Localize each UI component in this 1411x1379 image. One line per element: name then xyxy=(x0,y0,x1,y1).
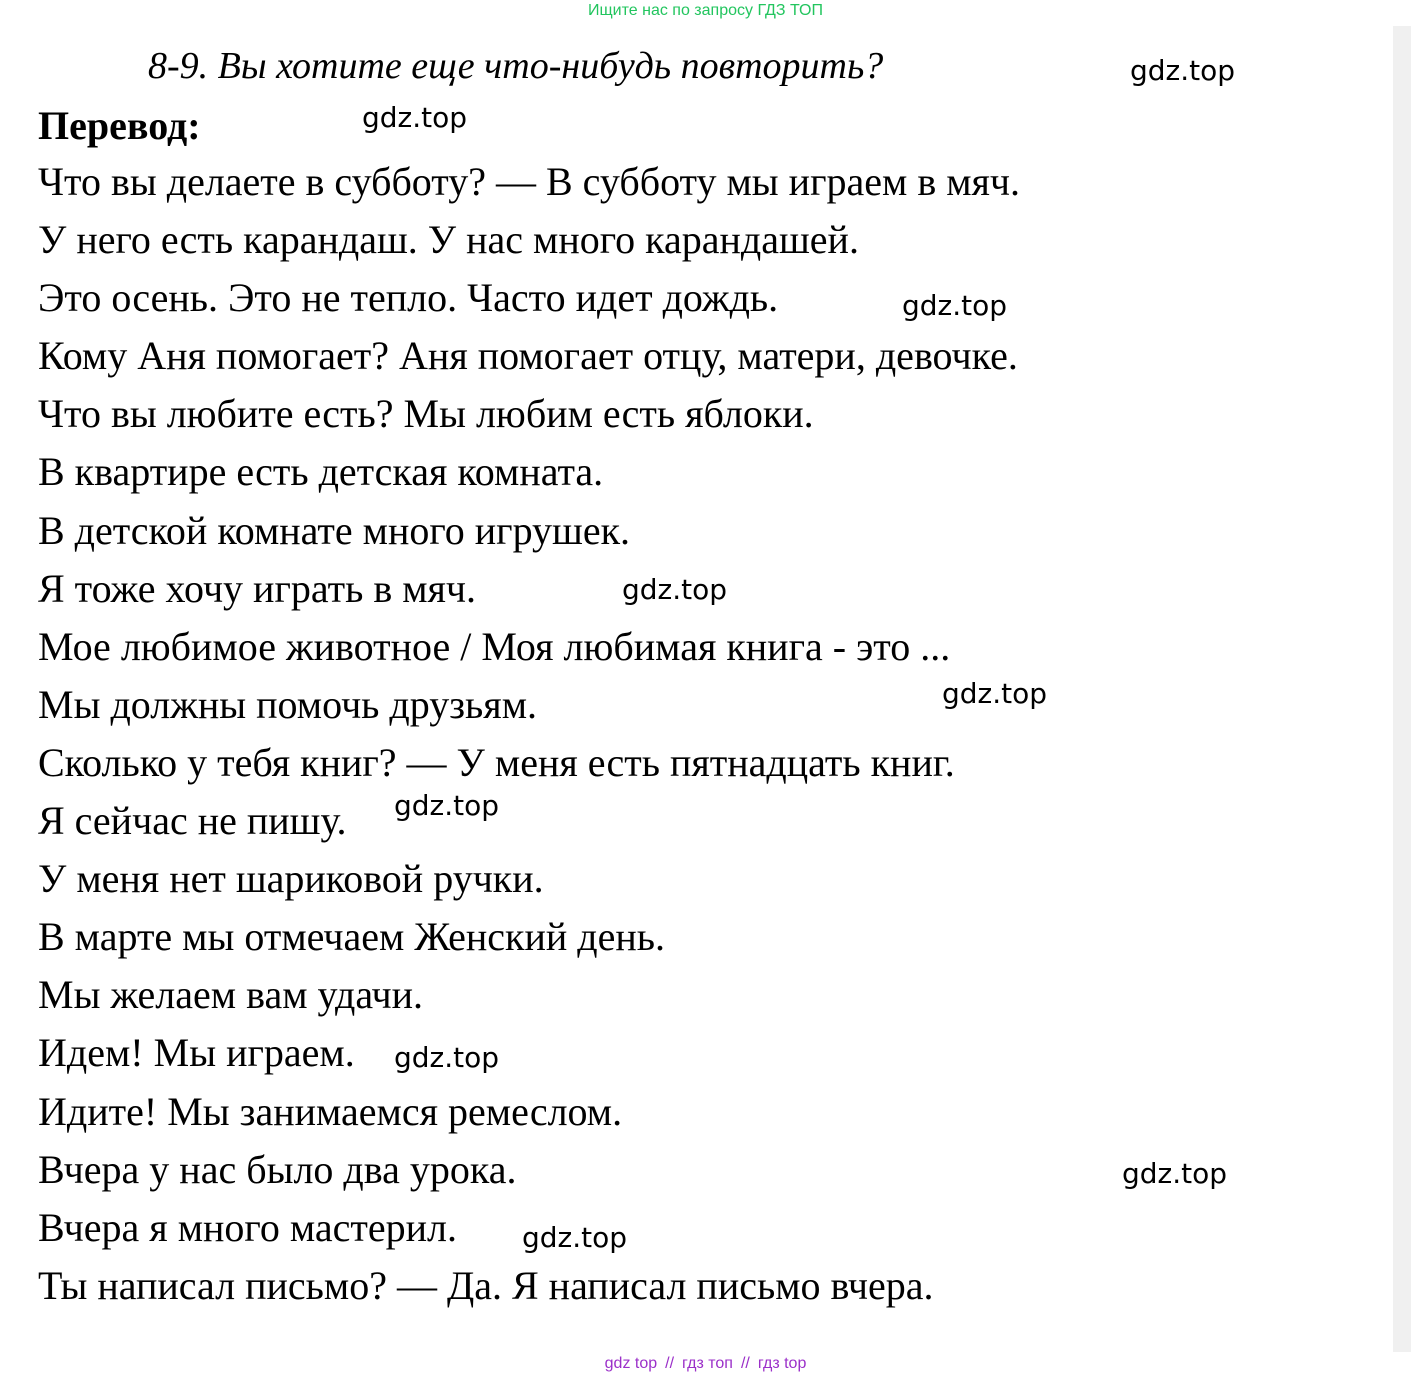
text-line: Идите! Мы занимаемся ремеслом. xyxy=(38,1088,623,1134)
footer-separator: // xyxy=(740,1355,750,1372)
text-line: Идем! Мы играем. xyxy=(38,1030,355,1076)
text-line: Я тоже хочу играть в мяч. xyxy=(38,565,477,611)
text-line: Что вы делаете в субботу? — В субботу мы играем в мяч. xyxy=(38,159,1021,204)
watermark: gdz.top xyxy=(902,289,1008,322)
text-line: Это осень. Это не тепло. Часто идет дождь. xyxy=(38,275,779,321)
top-banner: Ищите нас по запросу ГДЗ ТОП xyxy=(588,2,823,19)
footer-link-gdz-top-mixed[interactable]: гдз top xyxy=(757,1355,807,1372)
text-line: В квартире есть детская комната. xyxy=(38,449,604,495)
translation-lines xyxy=(38,153,1020,1315)
text-line: Вчера я много мастерил. xyxy=(38,1204,457,1250)
text-line: Мы желаем вам удачи. xyxy=(38,972,424,1018)
footer-link-gdz-top[interactable]: gdz top xyxy=(604,1355,658,1372)
watermark: gdz.top xyxy=(394,1041,500,1074)
footer-link-gdz-top-ru[interactable]: гдз топ xyxy=(682,1355,733,1372)
text-line: Сколько у тебя книг? — У меня есть пятнадцать книг. xyxy=(38,739,955,785)
watermark: gdz.top xyxy=(394,789,500,822)
text-line: Что вы любите есть? Мы любим есть яблоки. xyxy=(38,391,814,437)
translation-label: Перевод: xyxy=(38,103,201,148)
text-line: У него есть карандаш. У нас много карандашей. xyxy=(38,217,859,263)
text-line: Ты написал письмо? — Да. Я написал письмо вчера. xyxy=(38,1262,934,1308)
text-line: Кому Аня помогает? Аня помогает отцу, матери, девочке. xyxy=(38,333,1018,379)
watermark: gdz.top xyxy=(1122,1157,1228,1190)
text-line: В марте мы отмечаем Женский день. xyxy=(38,914,666,960)
text-line: У меня нет шариковой ручки. xyxy=(38,856,544,902)
exercise-heading: 8-9. Вы хотите еще что-нибудь повторить? xyxy=(148,45,884,87)
watermark: gdz.top xyxy=(362,101,468,134)
watermark: gdz.top xyxy=(942,677,1048,710)
watermark: gdz.top xyxy=(522,1221,628,1254)
scrollbar[interactable] xyxy=(1393,26,1411,1352)
text-line: Мое любимое животное / Моя любимая книга - это ... xyxy=(38,623,951,669)
text-line: В детской комнате много игрушек. xyxy=(38,507,631,553)
footer-separator: // xyxy=(665,1355,675,1372)
text-line: Мы должны помочь друзьям. xyxy=(38,681,538,727)
footer-links xyxy=(0,1353,1411,1375)
text-line: Вчера у нас было два урока. xyxy=(38,1146,517,1192)
watermark: gdz.top xyxy=(622,573,728,606)
watermark: gdz.top xyxy=(1130,54,1236,87)
text-line: Я сейчас не пишу. xyxy=(38,798,347,844)
